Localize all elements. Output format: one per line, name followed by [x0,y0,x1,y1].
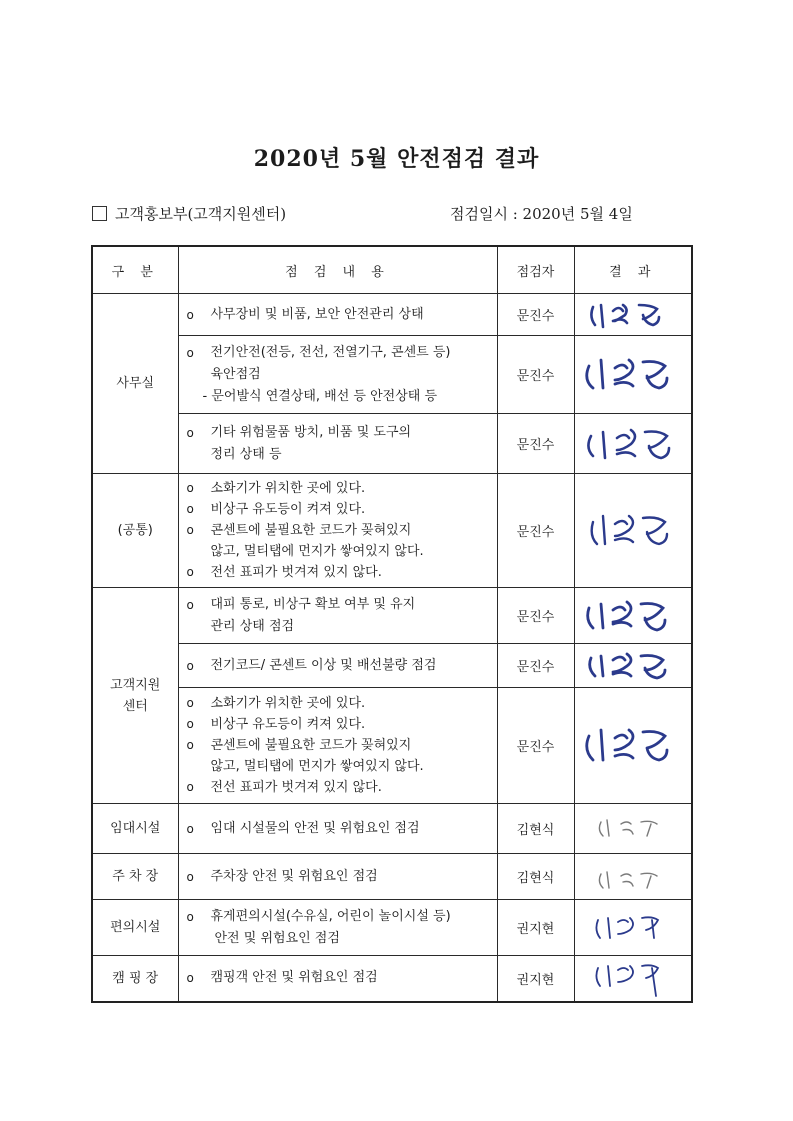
inspector-cell: 문진수 [497,588,574,644]
signature-cell [574,854,692,900]
header-category: 구 분 [92,246,178,294]
content-text: 전기코드/ 콘센트 이상 및 배선불량 점검 [210,657,437,673]
inspector-cell: 문진수 [497,474,574,588]
table-row [92,804,692,854]
signature-image [576,422,691,466]
content-text: 않고, 멀티탭에 먼지가 쌓여있지 않다. [210,544,424,559]
content-text: 소화기가 위치한 곳에 있다. [210,481,366,496]
signature-cell [574,804,692,854]
content-text: 육안점검 [210,366,261,382]
signature-cell [574,900,692,956]
category-center [92,588,178,804]
signature-image [576,958,691,998]
content-text: 주차장 안전 및 위험요인 점검 [210,868,378,884]
content-cell [178,336,497,414]
content-text: 관리 상태 점검 [210,618,295,634]
table-row [92,474,692,588]
inspector-cell: 문진수 [497,644,574,688]
content-text: 비상구 유도등이 켜져 있다. [210,717,366,732]
content-text: 캠핑객 안전 및 위험요인 점검 [210,970,378,986]
category-parking: 주 차 장 [92,854,178,900]
table-header [92,246,692,294]
content-cell [178,644,497,688]
header-content: 점 검 내 용 [178,246,497,294]
table-row [92,294,692,336]
signature-cell [574,414,692,474]
bullet: o [186,502,194,516]
category-office: 사무실 [92,294,178,474]
signature-cell [574,688,692,804]
content-cell [178,588,497,644]
bullet: o [186,523,194,537]
category-common: (공통) [92,474,178,588]
content-cell [178,688,497,804]
content-text: 안전 및 위험요인 점검 [214,930,340,946]
inspector-cell: 문진수 [497,336,574,414]
inspector-cell: 권지현 [497,956,574,1002]
content-text: - 문어발식 연결상태, 배선 등 안전상태 등 [202,388,438,404]
content-text: 기타 위험물품 방치, 비품 및 도구의 [210,424,412,440]
inspector-cell: 문진수 [497,688,574,804]
signature-cell [574,956,692,1002]
content-text: 휴게편의시설(수유실, 어린이 놀이시설 등) [210,908,451,924]
bullet: o [186,696,194,710]
signature-image [576,814,691,844]
signature-cell [574,336,692,414]
bullet: o [186,425,194,440]
signature-image [576,720,691,772]
content-text: 전선 표피가 벗겨져 있지 않다. [210,565,382,580]
category-camping: 캠 핑 장 [92,956,178,1002]
signature-image [576,297,691,333]
content-cell [178,900,497,956]
department-text: 고객홍보부(고객지원센터) [115,205,287,223]
bullet: o [186,658,194,673]
bullet: o [186,909,194,924]
table-row [92,900,692,956]
inspector-cell: 권지현 [497,900,574,956]
bullet: o [186,481,194,495]
bullet: o [186,597,194,612]
bullet: o [186,780,194,794]
inspection-table [91,245,693,1003]
content-cell [178,294,497,336]
bullet: o [186,565,194,579]
content-text: 않고, 멀티탭에 먼지가 쌓여있지 않다. [210,759,424,774]
bullet: o [186,971,194,986]
table-row [92,644,692,688]
content-text: 비상구 유도등이 켜져 있다. [210,502,366,517]
category-center-line2: 센터 [122,698,148,714]
signature-image [576,350,691,400]
inspection-date: 점검일시 : 2020년 5월 4일 [450,205,633,223]
inspector-cell: 문진수 [497,294,574,336]
table-row [92,414,692,474]
category-center-line1: 고객지원 [110,677,161,693]
signature-cell [574,644,692,688]
category-amenity: 편의시설 [92,900,178,956]
table-row [92,336,692,414]
inspector-cell: 김현식 [497,804,574,854]
signature-cell [574,588,692,644]
header-inspector: 점검자 [497,246,574,294]
table-row [92,588,692,644]
table-row [92,854,692,900]
bullet: o [186,821,194,836]
content-text: 임대 시설물의 안전 및 위험요인 점검 [210,820,420,836]
content-text: 정리 상태 등 [210,446,282,462]
content-text: 소화기가 위치한 곳에 있다. [210,696,366,711]
table-row [92,956,692,1002]
signature-cell [574,474,692,588]
signature-image [576,862,691,892]
bullet: o [186,738,194,752]
content-text: 사무장비 및 비품, 보안 안전관리 상태 [210,306,424,322]
content-text: 전기안전(전등, 전선, 전열기구, 콘센트 등) [210,344,451,360]
inspector-cell: 문진수 [497,414,574,474]
content-cell [178,474,497,588]
category-rental: 임대시설 [92,804,178,854]
page-title: 2020년 5월 안전점검 결과 [253,146,540,172]
bullet: o [186,717,194,731]
inspector-cell: 김현식 [497,854,574,900]
signature-cell [574,294,692,336]
content-text: 전선 표피가 벗겨져 있지 않다. [210,780,382,795]
header-result: 결 과 [574,246,692,294]
signature-image [576,910,691,946]
checkbox[interactable] [92,206,107,221]
content-text: 콘센트에 불필요한 코드가 꽂혀있지 [210,523,412,538]
department-label [92,203,286,224]
content-cell [178,804,497,854]
bullet: o [186,307,194,322]
signature-image [576,506,691,556]
signature-image [576,648,691,684]
content-cell [178,854,497,900]
bullet: o [186,345,194,360]
content-text: 대피 통로, 비상구 확보 여부 및 유지 [210,596,416,612]
signature-image [576,594,691,638]
content-text: 콘센트에 불필요한 코드가 꽂혀있지 [210,738,412,753]
content-cell [178,956,497,1002]
bullet: o [186,869,194,884]
table-row [92,688,692,804]
content-cell [178,414,497,474]
